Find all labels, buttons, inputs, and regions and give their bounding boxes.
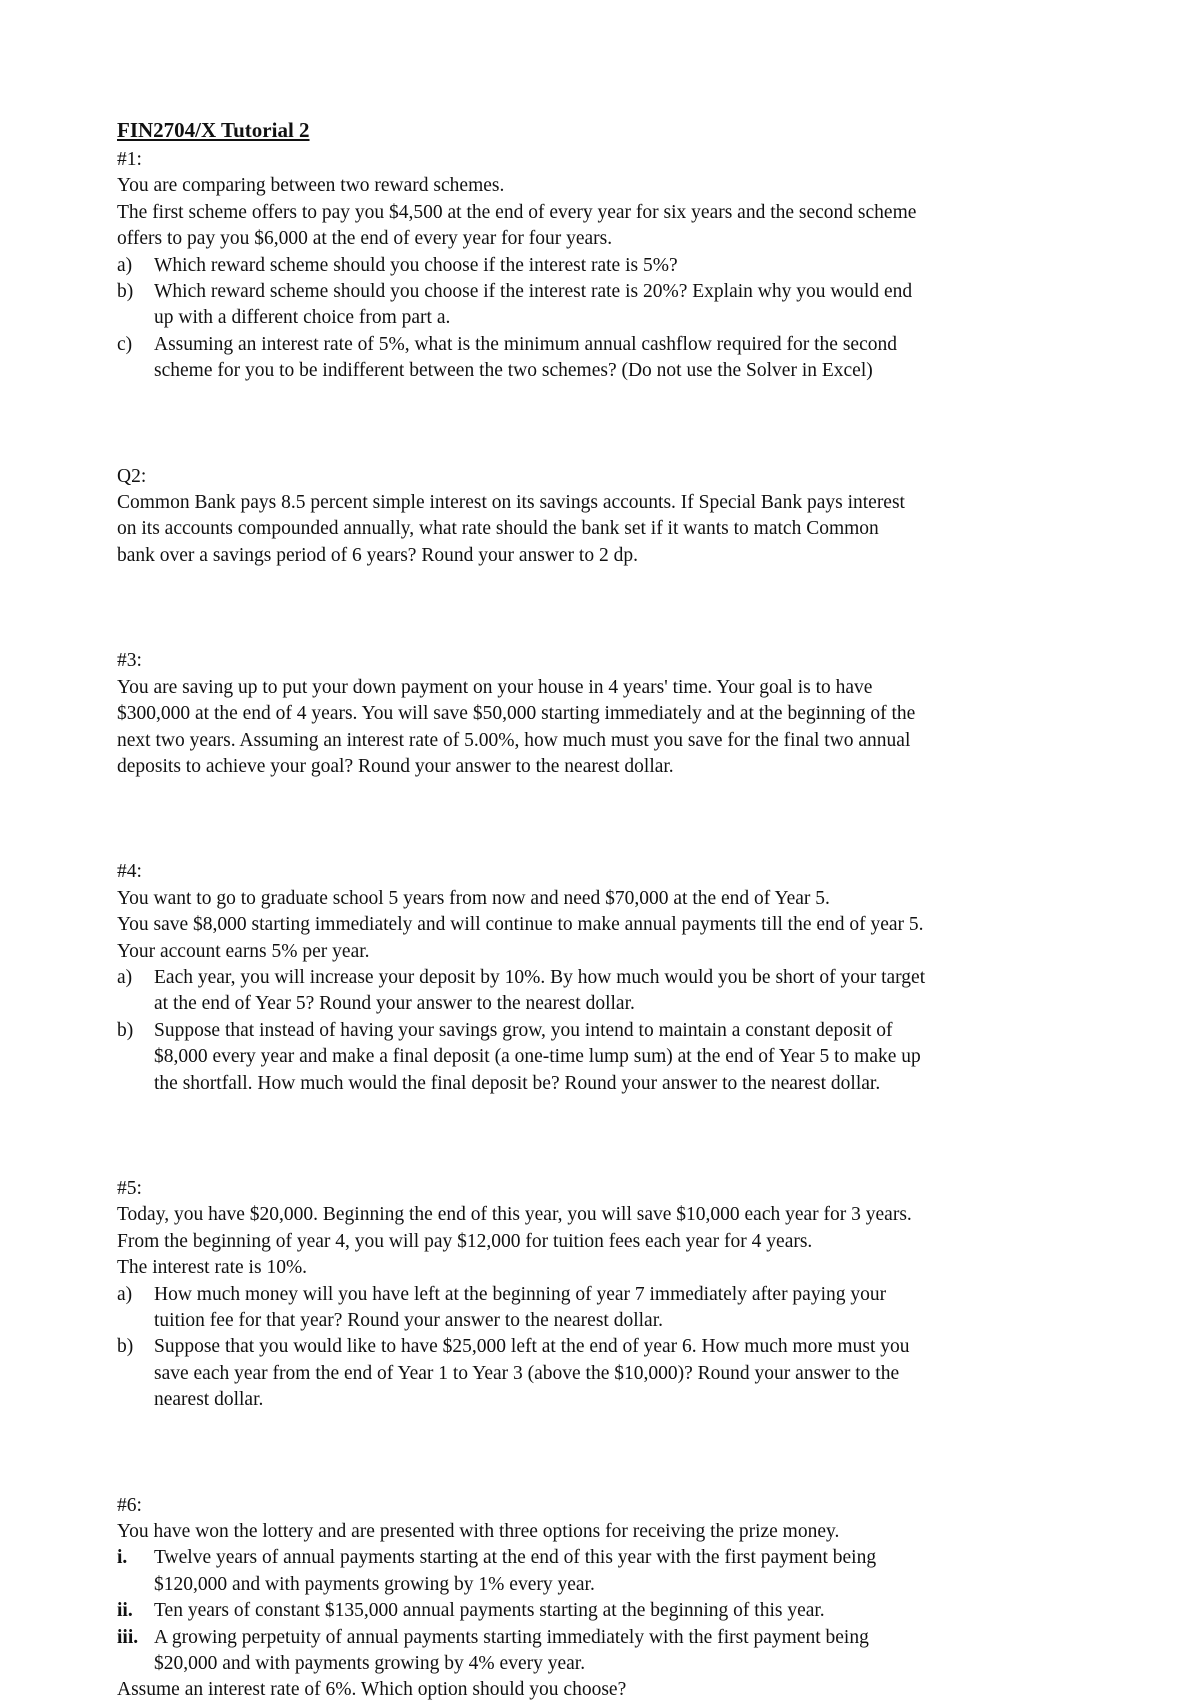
sub-question-text-line: nearest dollar.	[154, 1389, 264, 1411]
option-iii	[117, 1625, 1102, 1678]
sub-question-text-line: up with a different choice from part a.	[154, 307, 451, 329]
sub-question-text-line: $8,000 every year and make a final deposit (a one-time lump sum) at the end of Year 5 to make up	[154, 1046, 921, 1068]
question-text-line: The interest rate is 10%.	[117, 1257, 308, 1279]
question-text-line: on its accounts compounded annually, what rate should the bank set if it wants to match Common	[117, 518, 879, 540]
sub-question-marker: a)	[117, 966, 133, 988]
question-text-line: You save $8,000 starting immediately and will continue to make annual payments till the end of year 5.	[117, 914, 924, 936]
question-2	[117, 464, 1102, 570]
sub-question-b	[117, 279, 1102, 332]
sub-question-b	[117, 1334, 1102, 1413]
question-text-line: Today, you have $20,000. Beginning the end of this year, you will save $10,000 each year for 3 years.	[117, 1204, 912, 1226]
question-label: #5:	[117, 1177, 142, 1199]
question-5	[117, 1176, 1102, 1414]
question-label: Q2:	[117, 465, 147, 487]
question-text-line: Assume an interest rate of 6%. Which option should you choose?	[117, 1679, 627, 1701]
option-i	[117, 1545, 1102, 1598]
sub-question-a	[117, 965, 1102, 1018]
option-text-line: $20,000 and with payments growing by 4% every year.	[154, 1653, 586, 1675]
sub-question-marker: b)	[117, 1019, 134, 1041]
question-text-line: offers to pay you $6,000 at the end of every year for four years.	[117, 228, 613, 250]
question-label: #4:	[117, 861, 142, 883]
sub-question-marker: a)	[117, 1283, 133, 1305]
sub-question-text-line: Assuming an interest rate of 5%, what is the minimum annual cashflow required for the second	[154, 333, 897, 355]
question-text-line: $300,000 at the end of 4 years. You will save $50,000 starting immediately and at the beginning of the	[117, 703, 916, 725]
section-spacer	[117, 1414, 1102, 1493]
sub-question-b	[117, 1018, 1102, 1097]
option-text-line: A growing perpetuity of annual payments starting immediately with the first payment being	[154, 1626, 869, 1648]
document-page	[117, 117, 1102, 1704]
sub-question-text-line: at the end of Year 5? Round your answer to the nearest dollar.	[154, 993, 635, 1015]
sub-question-c	[117, 332, 1102, 385]
section-spacer	[117, 385, 1102, 464]
option-text-line: Twelve years of annual payments starting at the end of this year with the first payment being	[154, 1547, 877, 1569]
question-text-line: You have won the lottery and are presented with three options for receiving the prize money.	[117, 1521, 840, 1543]
question-text-line: You are saving up to put your down payment on your house in 4 years' time. Your goal is to have	[117, 676, 873, 698]
question-text-line: The first scheme offers to pay you $4,500 at the end of every year for six years and the second scheme	[117, 201, 917, 223]
question-text-line: You want to go to graduate school 5 years from now and need $70,000 at the end of Year 5.	[117, 887, 830, 909]
sub-question-marker: b)	[117, 281, 134, 303]
document-title: FIN2704/X Tutorial 2	[117, 118, 310, 142]
sub-question-a	[117, 1282, 1102, 1335]
sub-question-a	[117, 253, 1102, 279]
option-marker: i.	[117, 1547, 128, 1569]
sub-question-text-line: How much money will you have left at the beginning of year 7 immediately after paying your	[154, 1283, 887, 1305]
question-text-line: From the beginning of year 4, you will pay $12,000 for tuition fees each year for 4 years.	[117, 1230, 813, 1252]
section-spacer	[117, 569, 1102, 648]
sub-question-text-line: save each year from the end of Year 1 to Year 3 (above the $10,000)? Round your answer to the	[154, 1362, 900, 1384]
option-ii	[117, 1598, 1102, 1624]
question-1	[117, 147, 1102, 385]
sub-question-marker: a)	[117, 254, 133, 276]
sub-question-text-line: the shortfall. How much would the final deposit be? Round your answer to the nearest dollar.	[154, 1072, 881, 1094]
option-text-line: $120,000 and with payments growing by 1% every year.	[154, 1573, 595, 1595]
sub-question-marker: c)	[117, 333, 133, 355]
question-4	[117, 859, 1102, 1097]
section-spacer	[117, 1097, 1102, 1176]
sub-question-marker: b)	[117, 1336, 134, 1358]
option-marker: ii.	[117, 1600, 133, 1622]
option-text-line: Ten years of constant $135,000 annual payments starting at the beginning of this year.	[154, 1600, 825, 1622]
question-text-line: bank over a savings period of 6 years? Round your answer to 2 dp.	[117, 544, 638, 566]
sub-question-text-line: Suppose that you would like to have $25,000 left at the end of year 6. How much more must you	[154, 1336, 910, 1358]
question-text-line: deposits to achieve your goal? Round your answer to the nearest dollar.	[117, 755, 674, 777]
question-text-line: Your account earns 5% per year.	[117, 940, 370, 962]
question-text-line: next two years. Assuming an interest rate of 5.00%, how much must you save for the final two annual	[117, 729, 911, 751]
sub-question-text-line: scheme for you to be indifferent between the two schemes? (Do not use the Solver in Excel)	[154, 360, 873, 382]
section-spacer	[117, 780, 1102, 859]
question-3	[117, 648, 1102, 780]
sub-question-text-line: Which reward scheme should you choose if the interest rate is 5%?	[154, 254, 678, 276]
sub-question-text-line: Suppose that instead of having your savings grow, you intend to maintain a constant deposit of	[154, 1019, 893, 1041]
question-text-line: Common Bank pays 8.5 percent simple interest on its savings accounts. If Special Bank pays interest	[117, 492, 905, 514]
question-label: #1:	[117, 149, 142, 170]
sub-question-text-line: tuition fee for that year? Round your answer to the nearest dollar.	[154, 1310, 663, 1331]
question-label: #3:	[117, 650, 142, 672]
sub-question-text-line: Which reward scheme should you choose if the interest rate is 20%? Explain why you would end	[154, 281, 913, 303]
question-6	[117, 1493, 1102, 1704]
sub-question-text-line: Each year, you will increase your deposit by 10%. By how much would you be short of your target	[154, 966, 926, 988]
question-text-line: You are comparing between two reward schemes.	[117, 175, 505, 197]
question-label: #6:	[117, 1494, 142, 1516]
option-marker: iii.	[117, 1626, 139, 1648]
